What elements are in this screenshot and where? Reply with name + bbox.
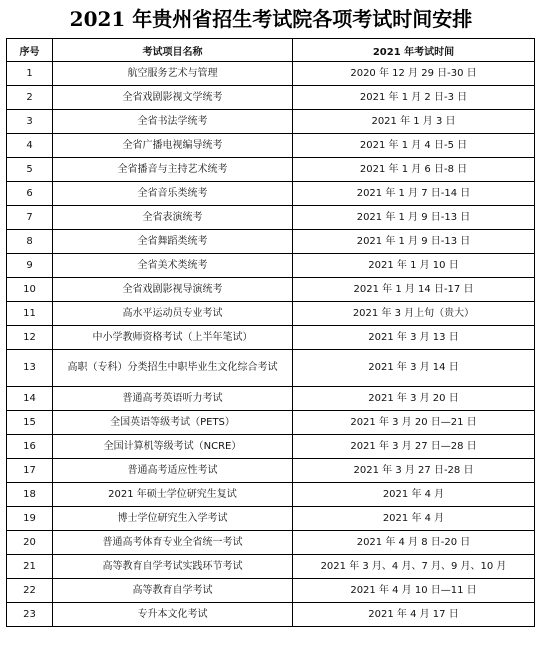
row-number: 18	[7, 483, 53, 507]
row-number: 11	[7, 302, 53, 326]
exam-time: 2021 年 1 月 14 日-17 日	[293, 278, 535, 302]
row-number: 6	[7, 182, 53, 206]
row-number: 8	[7, 230, 53, 254]
exam-name: 全省音乐类统考	[53, 182, 293, 206]
table-row	[7, 86, 535, 110]
exam-name: 2021 年硕士学位研究生复试	[53, 483, 293, 507]
row-number: 20	[7, 531, 53, 555]
exam-time: 2021 年 1 月 2 日-3 日	[293, 86, 535, 110]
table-row	[7, 326, 535, 350]
table-header-row	[7, 39, 535, 62]
exam-time: 2021 年 3 月 20 日—21 日	[293, 411, 535, 435]
exam-time: 2021 年 4 月 17 日	[293, 603, 535, 627]
exam-name: 高等教育自学考试	[53, 579, 293, 603]
exam-time: 2021 年 1 月 4 日-5 日	[293, 134, 535, 158]
exam-time: 2021 年 1 月 6 日-8 日	[293, 158, 535, 182]
exam-name: 全省舞蹈类统考	[53, 230, 293, 254]
row-number: 3	[7, 110, 53, 134]
table-row	[7, 603, 535, 627]
exam-name: 全国英语等级考试（PETS）	[53, 411, 293, 435]
exam-time: 2021 年 4 月	[293, 483, 535, 507]
exam-time: 2021 年 4 月 10 日—11 日	[293, 579, 535, 603]
exam-name: 普通高考体育专业全省统一考试	[53, 531, 293, 555]
page-title: 2021 年贵州省招生考试院各项考试时间安排	[69, 7, 473, 31]
exam-name: 高水平运动员专业考试	[53, 302, 293, 326]
table-row	[7, 206, 535, 230]
exam-time: 2021 年 1 月 9 日-13 日	[293, 230, 535, 254]
row-number: 7	[7, 206, 53, 230]
row-number: 13	[7, 350, 53, 387]
exam-time: 2021 年 3 月上旬（贵大）	[293, 302, 535, 326]
exam-time: 2020 年 12 月 29 日-30 日	[293, 62, 535, 86]
table-row	[7, 435, 535, 459]
row-number: 19	[7, 507, 53, 531]
row-number: 9	[7, 254, 53, 278]
exam-name: 普通高考英语听力考试	[53, 387, 293, 411]
exam-time: 2021 年 1 月 10 日	[293, 254, 535, 278]
exam-time: 2021 年 1 月 3 日	[293, 110, 535, 134]
exam-name: 全省戏剧影视文学统考	[53, 86, 293, 110]
exam-time: 2021 年 3 月 14 日	[293, 350, 535, 387]
exam-time: 2021 年 3 月 27 日—28 日	[293, 435, 535, 459]
table-row	[7, 459, 535, 483]
exam-name: 中小学教师资格考试（上半年笔试）	[53, 326, 293, 350]
table-row	[7, 62, 535, 86]
exam-name: 航空服务艺术与管理	[53, 62, 293, 86]
exam-time: 2021 年 3 月、4 月、7 月、9 月、10 月	[293, 555, 535, 579]
table-row	[7, 278, 535, 302]
exam-time: 2021 年 3 月 20 日	[293, 387, 535, 411]
row-number: 14	[7, 387, 53, 411]
exam-time: 2021 年 1 月 7 日-14 日	[293, 182, 535, 206]
table-row	[7, 254, 535, 278]
exam-name: 全省播音与主持艺术统考	[53, 158, 293, 182]
table-row	[7, 110, 535, 134]
table-row	[7, 230, 535, 254]
table-row	[7, 350, 535, 387]
row-number: 2	[7, 86, 53, 110]
table-row	[7, 182, 535, 206]
exam-name: 普通高考适应性考试	[53, 459, 293, 483]
table-row	[7, 134, 535, 158]
row-number: 4	[7, 134, 53, 158]
exam-name: 全省广播电视编导统考	[53, 134, 293, 158]
header-number: 序号	[7, 39, 53, 62]
exam-name: 高等教育自学考试实践环节考试	[53, 555, 293, 579]
table-row	[7, 507, 535, 531]
table-row	[7, 531, 535, 555]
exam-time: 2021 年 3 月 13 日	[293, 326, 535, 350]
exam-name: 全省戏剧影视导演统考	[53, 278, 293, 302]
exam-name: 博士学位研究生入学考试	[53, 507, 293, 531]
table-row	[7, 302, 535, 326]
table-row	[7, 411, 535, 435]
table-row	[7, 158, 535, 182]
row-number: 21	[7, 555, 53, 579]
exam-name: 全省美术类统考	[53, 254, 293, 278]
row-number: 12	[7, 326, 53, 350]
table-row	[7, 483, 535, 507]
row-number: 5	[7, 158, 53, 182]
header-exam-name: 考试项目名称	[53, 39, 293, 62]
exam-name: 高职（专科）分类招生中职毕业生文化综合考试	[53, 350, 293, 387]
row-number: 22	[7, 579, 53, 603]
row-number: 17	[7, 459, 53, 483]
table-row	[7, 555, 535, 579]
exam-name: 全国计算机等级考试（NCRE）	[53, 435, 293, 459]
exam-name: 全省表演统考	[53, 206, 293, 230]
table-row	[7, 387, 535, 411]
table-row	[7, 579, 535, 603]
exam-time: 2021 年 1 月 9 日-13 日	[293, 206, 535, 230]
exam-time: 2021 年 3 月 27 日-28 日	[293, 459, 535, 483]
exam-schedule-table	[6, 38, 535, 627]
row-number: 23	[7, 603, 53, 627]
exam-time: 2021 年 4 月	[293, 507, 535, 531]
exam-name: 全省书法学统考	[53, 110, 293, 134]
row-number: 10	[7, 278, 53, 302]
row-number: 16	[7, 435, 53, 459]
row-number: 1	[7, 62, 53, 86]
header-exam-time: 2021 年考试时间	[293, 39, 535, 62]
row-number: 15	[7, 411, 53, 435]
exam-time: 2021 年 4 月 8 日-20 日	[293, 531, 535, 555]
exam-name: 专升本文化考试	[53, 603, 293, 627]
